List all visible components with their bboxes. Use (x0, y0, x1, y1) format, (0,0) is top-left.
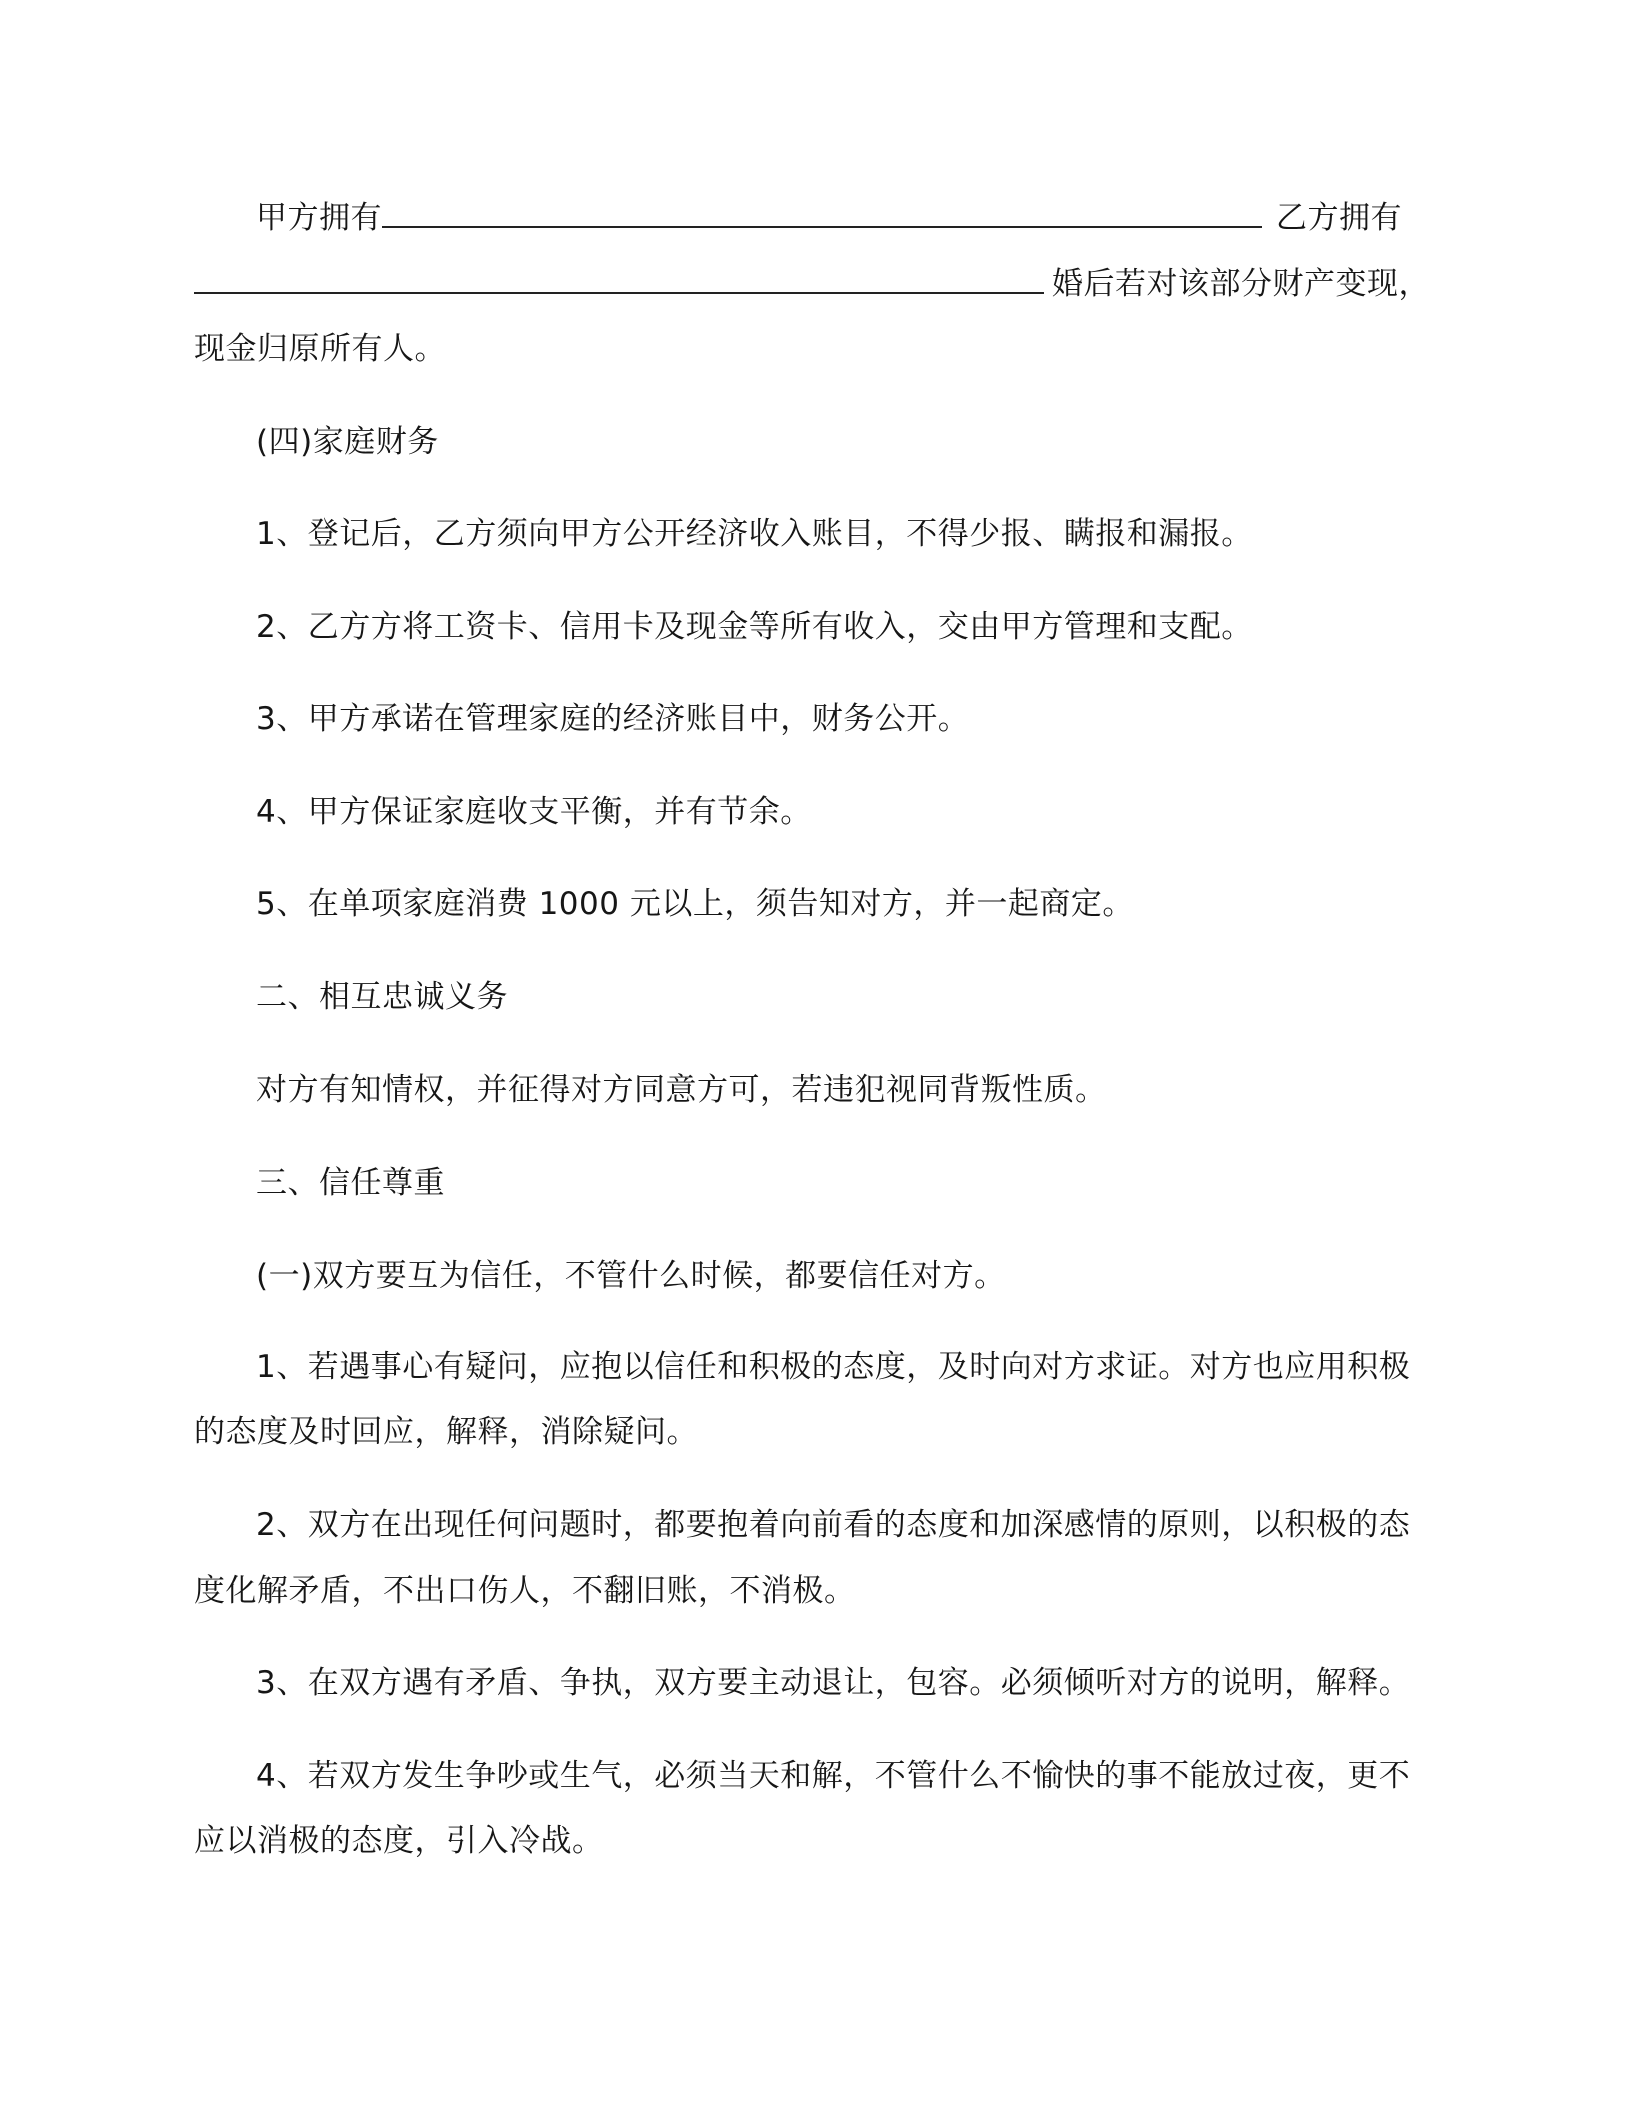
property-line-2 (194, 262, 1430, 306)
trust-item-2-line-2: 度化解矛盾，不出口伤人，不翻旧账，不消极。 (194, 1573, 856, 1609)
trust-item-3: 3、在双方遇有矛盾、争执，双方要主动退让，包容。必须倾听对方的说明，解释。 (256, 1665, 1411, 1701)
trust-heading: 三、信任尊重 (256, 1165, 445, 1201)
finance-item-5: 5、在单项家庭消费 1000 元以上，须告知对方，并一起商定。 (256, 886, 1134, 922)
party-a-blank (382, 196, 1262, 228)
trust-item-1-line-2: 的态度及时回应，解释，消除疑问。 (194, 1414, 698, 1450)
loyalty-text: 对方有知情权，并征得对方同意方可，若违犯视同背叛性质。 (256, 1072, 1107, 1108)
after-marriage-text: 婚后若对该部分财产变现， (1052, 266, 1430, 302)
finance-heading: (四)家庭财务 (256, 424, 439, 460)
trust-item-1-line-1: 1、若遇事心有疑问，应抱以信任和积极的态度，及时向对方求证。对方也应用积极 (256, 1349, 1411, 1385)
property-line-1 (256, 196, 1402, 240)
trust-item-2-line-1: 2、双方在出现任何问题时，都要抱着向前看的态度和加深感情的原则，以积极的态 (256, 1507, 1411, 1543)
cash-return-text: 现金归原所有人。 (194, 331, 446, 367)
party-b-blank (194, 262, 1044, 294)
trust-subheading: (一)双方要互为信任，不管什么时候，都要信任对方。 (256, 1258, 1006, 1294)
party-a-label: 甲方拥有 (256, 200, 382, 236)
finance-item-2: 2、乙方方将工资卡、信用卡及现金等所有收入，交由甲方管理和支配。 (256, 609, 1253, 645)
finance-item-1: 1、登记后，乙方须向甲方公开经济收入账目，不得少报、瞒报和漏报。 (256, 516, 1253, 552)
finance-item-4: 4、甲方保证家庭收支平衡，并有节余。 (256, 794, 812, 830)
finance-item-3: 3、甲方承诺在管理家庭的经济账目中，财务公开。 (256, 701, 970, 737)
trust-item-4-line-2: 应以消极的态度，引入冷战。 (194, 1823, 604, 1859)
party-b-label: 乙方拥有 (1276, 200, 1402, 236)
trust-item-4-line-1: 4、若双方发生争吵或生气，必须当天和解，不管什么不愉快的事不能放过夜，更不 (256, 1758, 1411, 1794)
loyalty-heading: 二、相互忠诚义务 (256, 979, 508, 1015)
